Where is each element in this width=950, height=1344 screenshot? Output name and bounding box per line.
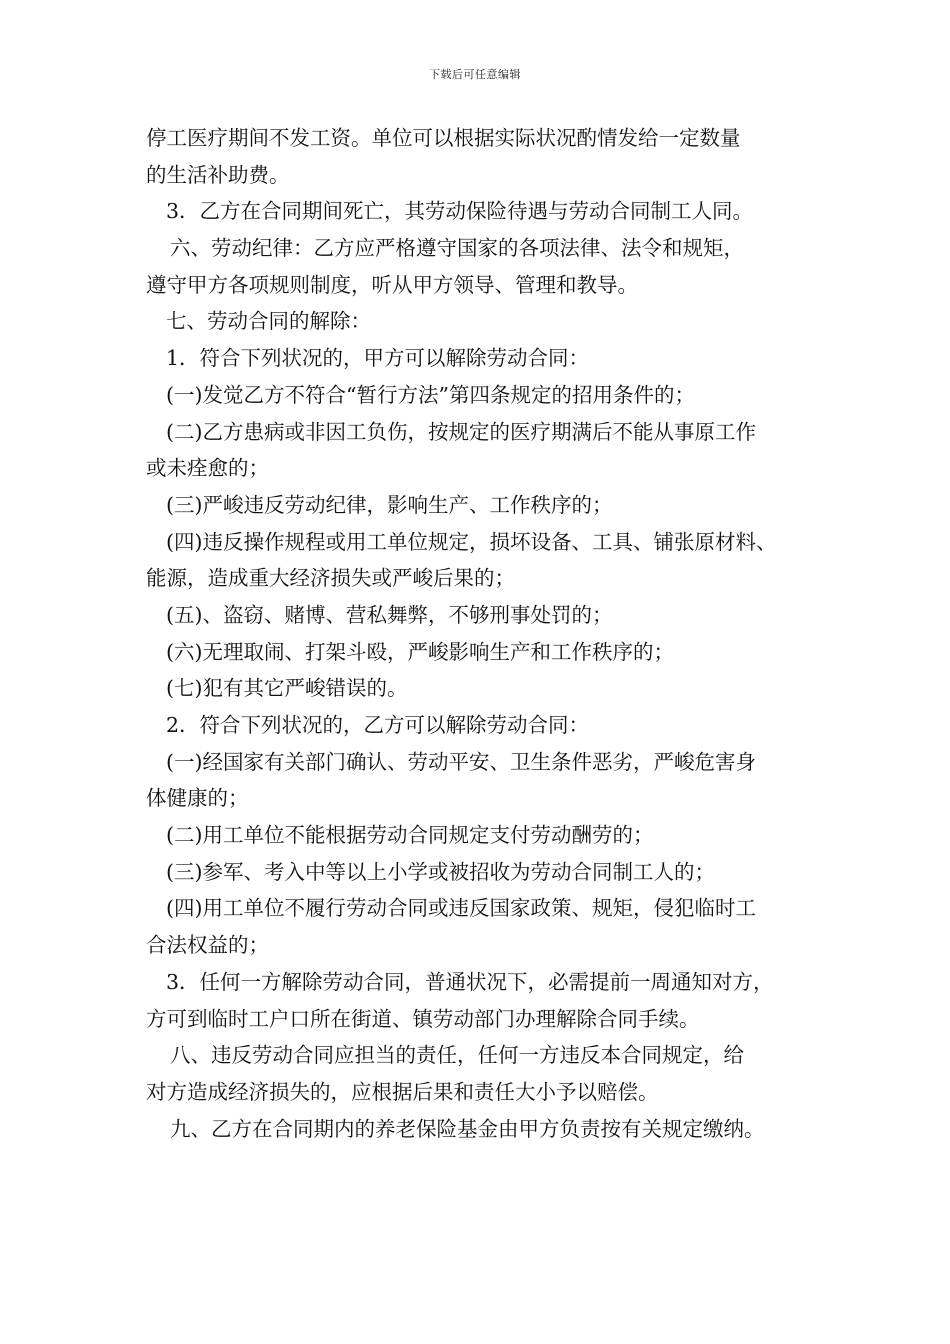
paragraph-line: (五)、盗窃、赌博、营私舞弊，不够刑事处罚的；: [166, 602, 613, 627]
paragraph-line: (一)发觉乙方不符合“暂行方法”第四条规定的招用条件的；: [166, 382, 695, 407]
paragraph-line: (二)乙方患病或非因工负伤，按规定的医疗期满后不能从事原工作: [166, 419, 756, 444]
paragraph-line: 七、劳动合同的解除：: [166, 309, 371, 334]
paragraph-line: (二)用工单位不能根据劳动合同规定支付劳动酬劳的；: [166, 823, 654, 848]
paragraph-line: 合法权益的；: [146, 933, 269, 958]
paragraph-line: 或未痊愈的；: [146, 456, 269, 481]
document-body: [146, 120, 826, 1147]
paragraph-line: (三)严峻违反劳动纪律，影响生产、工作秩序的；: [166, 492, 613, 517]
paragraph-line: 3．任何一方解除劳动合同，普通状况下，必需提前一周通知对方，: [166, 969, 774, 994]
paragraph-line: 1．符合下列状况的，甲方可以解除劳动合同：: [166, 346, 590, 371]
paragraph-line: (七)犯有其它严峻错误的。: [166, 676, 408, 701]
paragraph-line: 的生活补助费。: [146, 162, 290, 187]
paragraph-line: 九、乙方在合同期内的养老保险基金由甲方负责按有关规定缴纳。: [170, 1116, 765, 1141]
paragraph-line: 体健康的；: [146, 786, 249, 811]
paragraph-line: 对方造成经济损失的，应根据后果和责任大小予以赔偿。: [146, 1079, 659, 1104]
paragraph-line: 遵守甲方各项规则制度，听从甲方领导、管理和教导。: [146, 272, 638, 297]
paragraph-line: (一)经国家有关部门确认、劳动平安、卫生条件恶劣，严峻危害身: [166, 749, 756, 774]
paragraph-line: (三)参军、考入中等以上小学或被招收为劳动合同制工人的；: [166, 859, 715, 884]
page-header: 下载后可任意编辑: [429, 68, 521, 81]
paragraph-line: 3．乙方在合同期间死亡，其劳动保险待遇与劳动合同制工人同。: [166, 199, 754, 224]
paragraph-line: (四)违反操作规程或用工单位规定，损坏设备、工具、铺张原材料、: [166, 529, 777, 554]
paragraph-line: 2．符合下列状况的，乙方可以解除劳动合同：: [166, 713, 590, 737]
paragraph-line: (六)无理取闹、打架斗殴，严峻影响生产和工作秩序的；: [166, 639, 674, 664]
paragraph-line: 方可到临时工户口所在街道、镇劳动部门办理解除合同手续。: [146, 1006, 700, 1031]
paragraph-line: (四)用工单位不履行劳动合同或违反国家政策、规矩，侵犯临时工: [166, 896, 756, 921]
paragraph-line: 六、劳动纪律：乙方应严格遵守国家的各项法律、法令和规矩，: [170, 236, 744, 261]
paragraph-line: 能源，造成重大经济损失或严峻后果的；: [146, 566, 515, 591]
paragraph-line: 停工医疗期间不发工资。单位可以根据实际状况酌情发给一定数量: [146, 126, 741, 150]
paragraph-line: 八、违反劳动合同应担当的责任，任何一方违反本合同规定，给: [170, 1043, 744, 1068]
